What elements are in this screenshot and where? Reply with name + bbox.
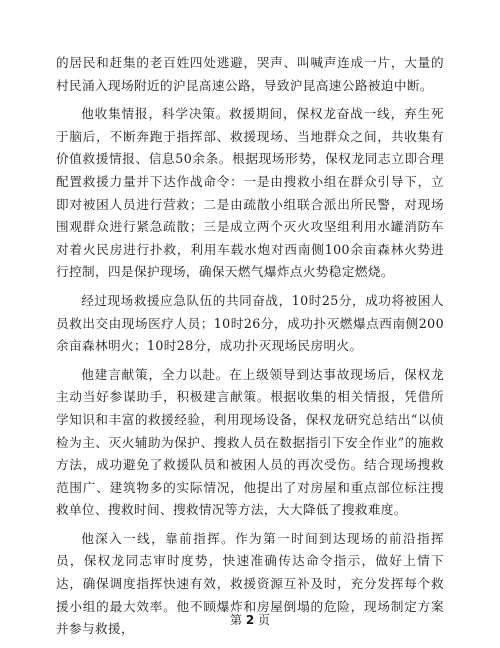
paragraph-1: 的居民和赶集的老百姓四处逃避，哭声、叫喊声连成一片，大量的村民涌入现场附近的沪昆高速公路，导致沪昆高速公路被迫中断。	[56, 55, 444, 93]
paragraph-4: 他建言献策，全力以赴。在上级领导到达事故现场后，保权龙主动当好参谋助手，积极建言献策。根据收集的相关情报，凭借所学知识和丰富的救援经验，利用现场设备，保权龙研究总结出“以侦检为主、灭火辅助为保护、搜救人员在数据指引下安全作业”的施救方法，成功避免了救援队员和被困人员的再次受伤。结合现场搜救范围广、建筑物多的实际情况，他提出了对房屋和重点部位标注搜救单位、搜救时间、搜救情况等方法，大大降低了搜救难度。	[56, 366, 444, 518]
paragraph-2: 他收集情报，科学决策。救援期间，保权龙奋战一线，弃生死于脑后，不断奔跑于指挥部、救援现场、当地群众之间，共收集有价值救援情报、信息50余条。根据现场形势，保权龙同志立即合理配置救援力量并下达作战命令：一是由搜救小组在群众引导下，立即对被困人员进行营救；二是由疏散小组联合派出所民警，对现场围观群众进行紧急疏散；三是成立两个灭火攻坚组利用水罐消防车对着火民房进行扑救，利用车载水炮对西南侧100余亩森林火势进行控制，四是保护现场，确保天燃气爆炸点火势稳定燃烧。	[56, 106, 444, 280]
footer-prefix: 第	[229, 613, 242, 627]
footer-suffix: 页	[258, 613, 271, 627]
page-footer	[0, 611, 500, 628]
paragraph-3: 经过现场救援应急队伍的共同奋战，10时25分，成功将被困人员救出交由现场医疗人员；10时26分，成功扑灭燃爆点西南侧200余亩森林明火；10时28分，成功扑灭现场民房明火。	[56, 292, 444, 354]
page-number: 2	[245, 613, 255, 627]
paragraph-5: 他深入一线，靠前指挥。作为第一时间到达现场的前沿指挥员，保权龙同志审时度势，快速准确传达命令指示，做好上情下达，确保调度指挥快速有效，救援资源互补及时，充分发挥每个救援小组的最大效率。他不顾爆炸和房屋倒塌的危险，现场制定方案并参与救援，	[56, 530, 444, 637]
